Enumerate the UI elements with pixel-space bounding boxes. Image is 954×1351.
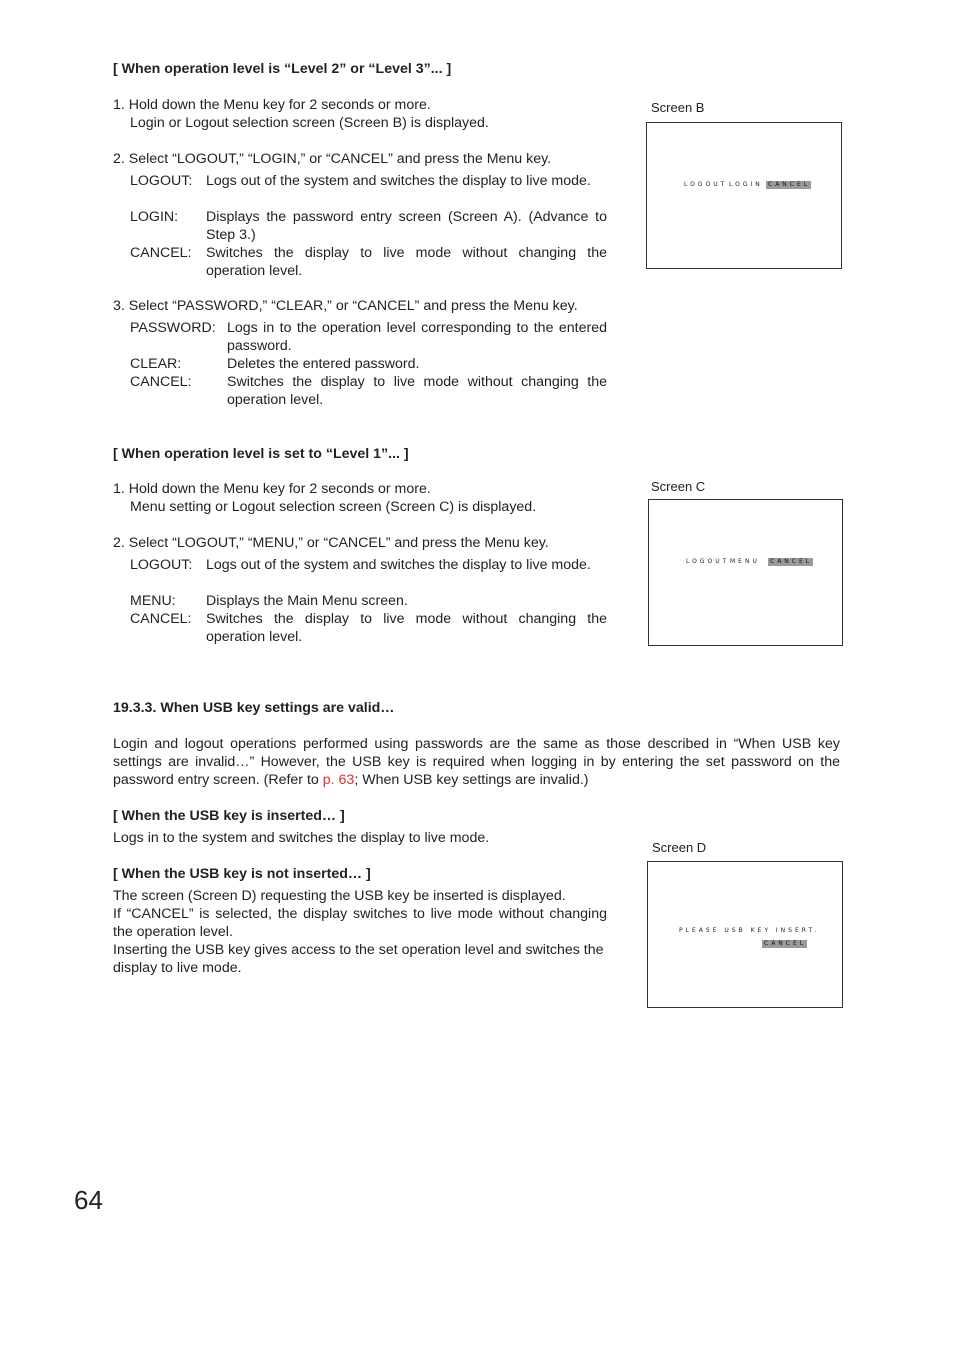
screen-b — [646, 122, 842, 269]
term-clear: CLEAR: — [130, 356, 182, 372]
term-cancel-3: CANCEL: — [130, 611, 192, 627]
desc-menu: Displays the Main Menu screen. — [206, 593, 408, 609]
term-cancel: CANCEL: — [130, 245, 192, 261]
usb-inserted-heading: [ When the USB key is inserted… ] — [113, 808, 345, 824]
section2-heading: [ When operation level is set to “Level 1”... ] — [113, 446, 409, 462]
screen-c-option-cancel[interactable]: CANCEL — [770, 558, 813, 565]
screen-b-option-logout[interactable]: LOGOUT — [684, 181, 728, 188]
term-login: LOGIN: — [130, 209, 179, 225]
screen-c-option-logout[interactable]: LOGOUT — [686, 558, 730, 565]
desc-cancel: Switches the display to live mode without changing the operation level. — [206, 245, 607, 279]
screen-b-option-login[interactable]: LOGIN — [729, 181, 763, 188]
page-number: 64 — [74, 1185, 103, 1215]
term-menu: MENU: — [130, 593, 176, 609]
page-link[interactable]: p. 63 — [322, 772, 355, 788]
section2-step1-detail: Menu setting or Logout selection screen (Screen C) is displayed. — [130, 499, 537, 515]
section1-step1: 1. Hold down the Menu key for 2 seconds or more. — [113, 97, 431, 113]
desc-password: Logs in to the operation level corresponding to the entered password. — [227, 320, 607, 354]
usb-not-inserted-text: The screen (Screen D) requesting the USB key be inserted is displayed. If “CANCEL” is selected, the display switches to live mode without changing the operation level. Inserting the USB key gives access to the set operation level and switches the display to live mode. — [113, 888, 607, 976]
section2-step2: 2. Select “LOGOUT,” “MENU,” or “CANCEL” and press the Menu key. — [113, 535, 549, 551]
screen-d — [647, 861, 843, 1008]
desc-logout: Logs out of the system and switches the display to live mode. — [206, 173, 591, 189]
section3-heading: 19.3.3. When USB key settings are valid… — [113, 700, 395, 716]
usb-not-inserted-heading: [ When the USB key is not inserted… ] — [113, 866, 371, 882]
screen-b-label: Screen B — [651, 100, 705, 115]
screen-c-option-menu[interactable]: MENU — [730, 558, 760, 565]
desc-clear: Deletes the entered password. — [227, 356, 420, 372]
desc-cancel-2: Switches the display to live mode without changing the operation level. — [227, 374, 607, 408]
term-password: PASSWORD: — [130, 320, 216, 336]
desc-cancel-3: Switches the display to live mode without changing the operation level. — [206, 611, 607, 645]
term-logout-2: LOGOUT: — [130, 557, 193, 573]
section1-step2: 2. Select “LOGOUT,” “LOGIN,” or “CANCEL” and press the Menu key. — [113, 151, 552, 167]
section3-paragraph: Login and logout operations performed using passwords are the same as those described in “When USB key settings are invalid…” However, the USB key is required when logging in by entering the set password on the password entry screen. (Refer to p. 63; When USB key settings are invalid.) — [113, 736, 840, 788]
screen-b-option-cancel[interactable]: CANCEL — [768, 181, 811, 188]
screen-d-label: Screen D — [652, 840, 707, 855]
section1-step1-detail: Login or Logout selection screen (Screen B) is displayed. — [130, 115, 489, 131]
term-logout: LOGOUT: — [130, 173, 193, 189]
section1-heading: [ When operation level is “Level 2” or “Level 3”... ] — [113, 61, 452, 77]
screen-c-label: Screen C — [651, 479, 706, 494]
screen-d-option-cancel[interactable]: CANCEL — [764, 940, 807, 947]
desc-login: Displays the password entry screen (Screen A). (Advance to Step 3.) — [206, 209, 607, 243]
section2-step1: 1. Hold down the Menu key for 2 seconds or more. — [113, 481, 431, 497]
section1-step3: 3. Select “PASSWORD,” “CLEAR,” or “CANCEL” and press the Menu key. — [113, 298, 578, 314]
screen-d-message: PLEASE USB KEY INSERT. — [679, 927, 820, 934]
desc-logout-2: Logs out of the system and switches the display to live mode. — [206, 557, 591, 573]
screen-c — [648, 499, 843, 646]
term-cancel-2: CANCEL: — [130, 374, 192, 390]
usb-inserted-text: Logs in to the system and switches the display to live mode. — [113, 830, 490, 846]
